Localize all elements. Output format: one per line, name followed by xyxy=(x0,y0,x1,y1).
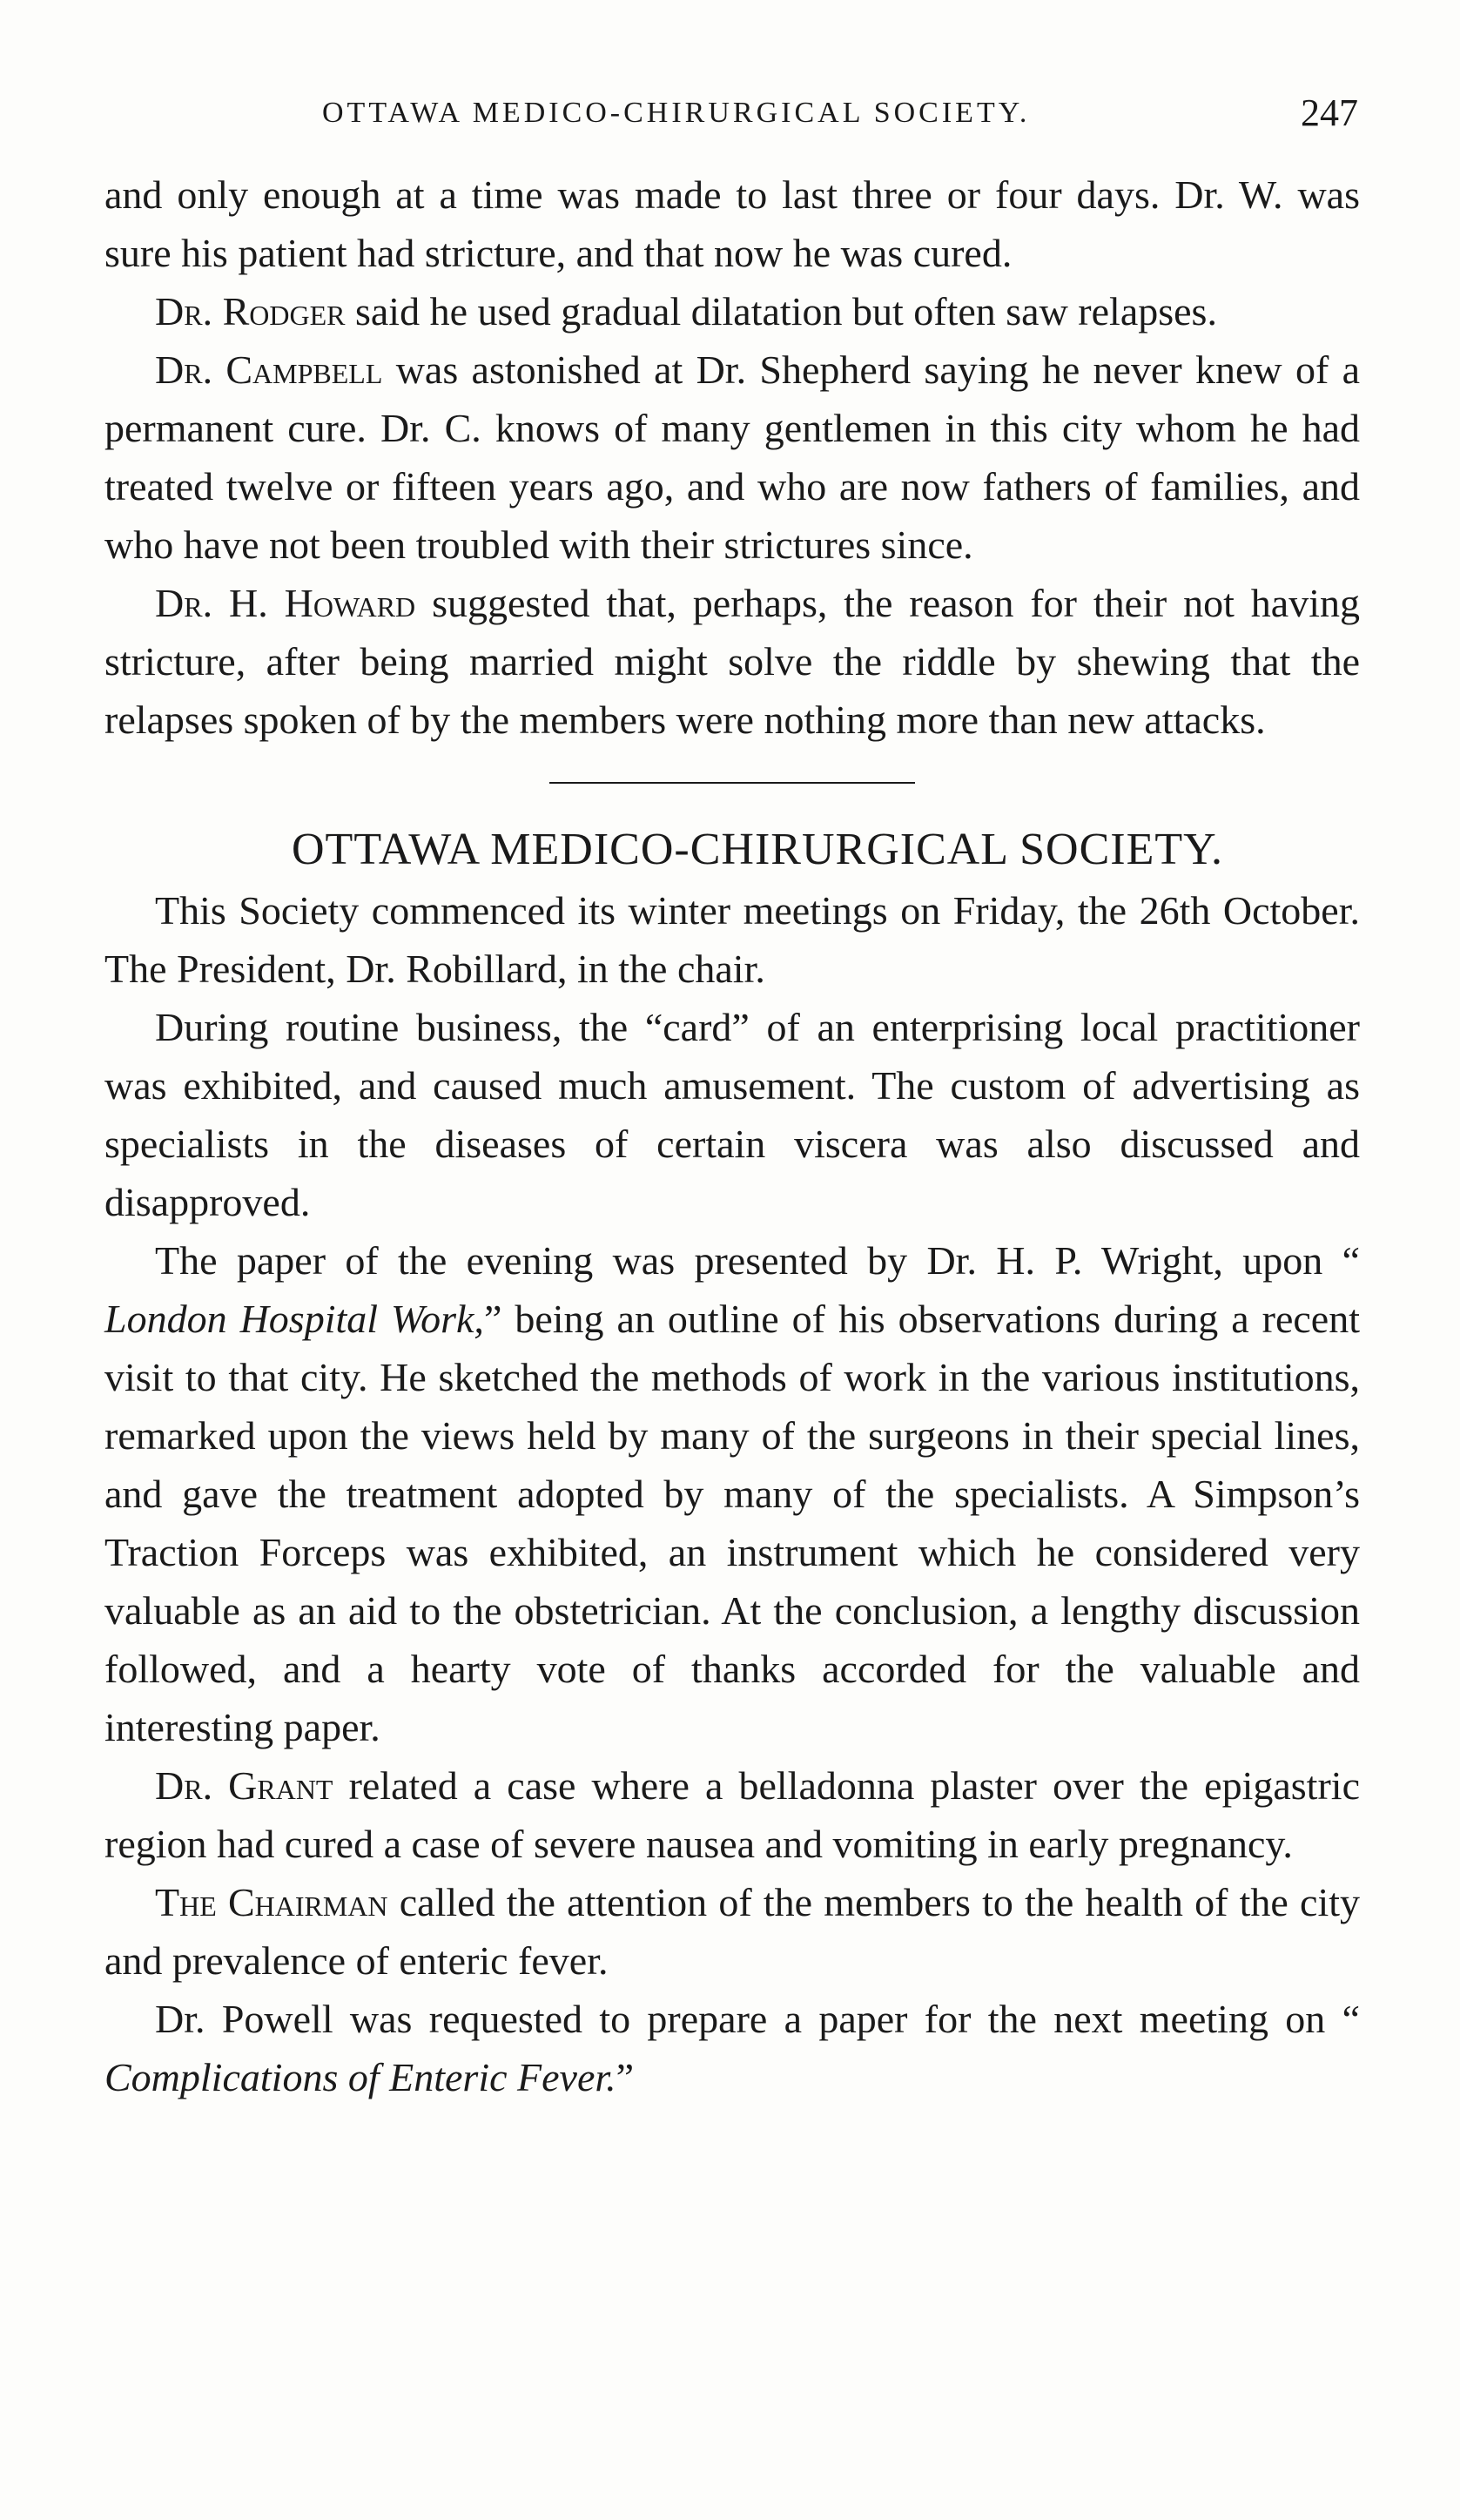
paragraph-dr-grant xyxy=(104,1756,1360,1873)
paragraph-text: related a case where a belladonna plaster over the epigastric region had cured a case of severe nausea and vomiting in early pregnancy. xyxy=(104,1763,1360,1866)
continued-paragraph: and only enough at a time was made to last three or four days. Dr. W. was sure his patient had stricture, and that now he was cured. xyxy=(104,172,1360,275)
speaker-name: Dr. Campbell xyxy=(155,347,383,392)
paragraph-meeting-opening: This Society commenced its winter meetings on Friday, the 26th October. The President, Dr. Robillard, in the chair. xyxy=(104,888,1360,991)
body-text xyxy=(104,165,1360,2106)
paragraph-text: called the attention of the members to the health of the city and prevalence of enteric fever. xyxy=(104,1880,1361,1983)
speaker-name: Dr. H. Howard xyxy=(155,581,416,625)
paragraph-text: Dr. Powell was requested to prepare a paper for the next meeting on “ xyxy=(155,1997,1360,2041)
speaker-name: Dr. Grant xyxy=(155,1763,333,1808)
paragraph-text: suggested that, perhaps, the reason for their not having stricture, after being married might solve the riddle by shewing that the relapses spoken of by the members were nothing more than new attacks. xyxy=(104,581,1361,742)
paragraph-dr-campbell xyxy=(104,340,1360,574)
section-divider xyxy=(549,782,915,784)
paragraph-dr-howard xyxy=(104,574,1360,749)
paragraph-text: ” xyxy=(616,2055,635,2099)
paragraph-dr-powell xyxy=(104,1990,1360,2106)
paper-title: London Hospital Work, xyxy=(104,1297,484,1341)
paragraph-dr-rodger xyxy=(104,282,1360,340)
speaker-name: The Chairman xyxy=(155,1880,388,1924)
running-title: OTTAWA MEDICO-CHIRURGICAL SOCIETY. xyxy=(322,97,1031,129)
paragraph-routine-business: During routine business, the “card” of an enterprising local practitioner was exhibited, and caused much amusement. The custom of advertising as specialists in the diseases of certain viscera was also discussed and disapproved. xyxy=(104,1005,1360,1224)
speaker-name: Dr. Rodger xyxy=(155,289,346,334)
paper-title: Complications of Enteric Fever. xyxy=(104,2055,616,2099)
running-head xyxy=(104,87,1358,139)
paragraph-evening-paper xyxy=(104,1231,1360,1756)
section-heading: OTTAWA MEDICO-CHIRURGICAL SOCIETY. xyxy=(292,825,1223,874)
paragraph-text: said he used gradual dilatation but often saw relapses. xyxy=(345,289,1217,334)
paragraph-text: ” being an outline of his observations during a recent visit to that city. He sketched the methods of work in the various institutions, remarked upon the views held by many of the surgeons in their special lines, and gave the treatment adopted by many of the specialists. A Simpson’s Traction Forceps was exhibited, an instrument which he considered very valuable as an aid to the obstetrician. At the conclusion, a lengthy discussion followed, and a hearty vote of thanks accorded for the valuable and interesting paper. xyxy=(104,1297,1360,1749)
page-number: 247 xyxy=(1301,91,1358,134)
paragraph-text: The paper of the evening was presented by Dr. H. P. Wright, upon “ xyxy=(155,1238,1360,1283)
paragraph-chairman xyxy=(104,1873,1360,1990)
paragraph-text: was astonished at Dr. Shepherd saying he never knew of a permanent cure. Dr. C. knows of many gentlemen in this city whom he had treated twelve or fifteen years ago, and who are now fathers of families, and who have not been troubled with their strictures since. xyxy=(104,347,1360,567)
